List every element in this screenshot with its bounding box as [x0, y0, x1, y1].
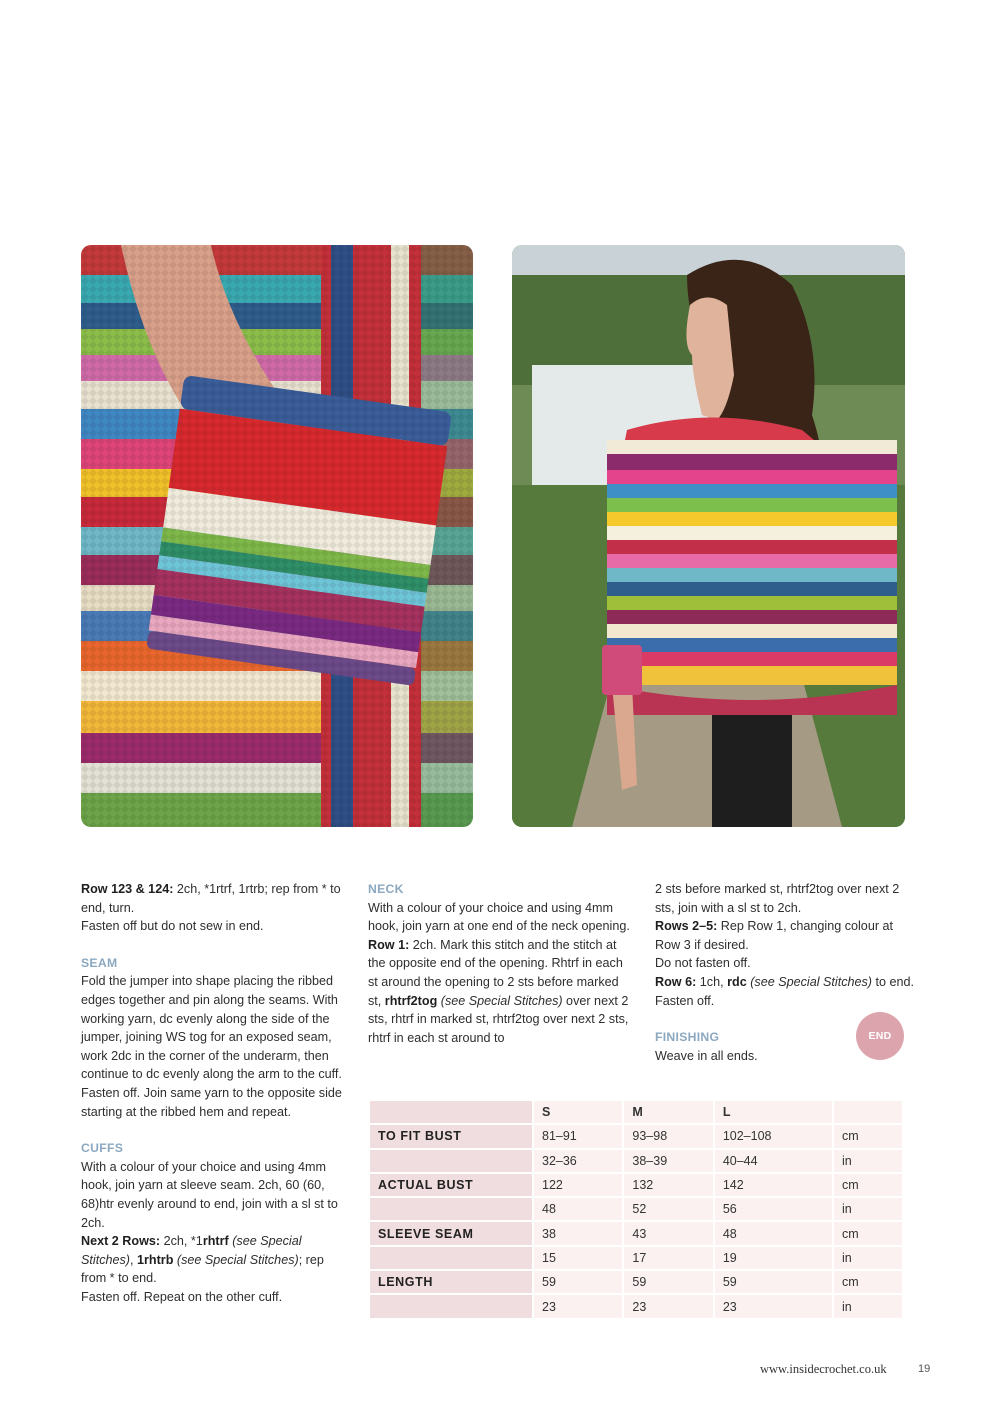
next-2-rows-paragraph: [81, 1232, 343, 1288]
next-2-rows-text-g: ; rep from * to end.: [81, 1252, 324, 1286]
cell-unit: cm: [834, 1271, 902, 1293]
next-2-rows-label: Next 2 Rows:: [81, 1234, 161, 1249]
row-123-text: 2ch, *1rtrf, 1rtrb; rep from * to end, turn.: [81, 882, 341, 915]
row-1-note: (see Special Stitches): [437, 993, 563, 1008]
next-2-rows-rhtrf: rhtrf: [202, 1234, 229, 1249]
next-2-rows-rhtrb: 1rhtrb: [137, 1252, 174, 1267]
neck-text: With a colour of your choice and using 4mm hook, join yarn at one end of the neck opening.: [368, 900, 630, 934]
row-6-label: Row 6:: [655, 974, 697, 989]
seam-heading: SEAM: [81, 955, 118, 970]
row-label: LENGTH: [370, 1271, 532, 1293]
cell-s: 48: [534, 1198, 622, 1220]
fasten-off-1: Fasten off but do not sew in end.: [81, 919, 264, 934]
row-label: ACTUAL BUST: [370, 1174, 532, 1196]
cell-l: 56: [715, 1198, 832, 1220]
row-6-rdc: rdc: [727, 974, 747, 989]
cuffs-text: With a colour of your choice and using 4mm hook, join yarn at sleeve seam. 2ch, 60 (60, 68)htr evenly around to end, join with a sl st to 2ch.: [81, 1159, 338, 1230]
column-1: [81, 880, 343, 1306]
cell-unit: cm: [834, 1222, 902, 1244]
cell-unit: cm: [834, 1125, 902, 1147]
fasten-off-2: Fasten off. Repeat on the other cuff.: [81, 1289, 283, 1304]
unit-header-blank: [834, 1101, 902, 1123]
row-1-continued: 2 sts before marked st, rhtrf2tog over next 2 sts, join with a sl st to 2ch.: [655, 882, 900, 915]
do-not-fasten: Do not fasten off.: [655, 956, 751, 971]
cell-l: 40–44: [715, 1150, 832, 1172]
cell-s: 38: [534, 1222, 622, 1244]
cuffs-heading: CUFFS: [81, 1141, 124, 1156]
row-6-note: (see Special Stitches): [746, 974, 872, 989]
rows-2-5-paragraph: [655, 917, 917, 954]
table-row: [370, 1150, 902, 1172]
table-row: [370, 1125, 902, 1147]
table-row: [370, 1174, 902, 1196]
table-row: [370, 1247, 902, 1269]
table-row: [370, 1295, 902, 1317]
table-header-blank: [370, 1101, 532, 1123]
row-1-label: Row 1:: [368, 937, 410, 952]
rows-2-5-label: Rows 2–5:: [655, 919, 718, 934]
cell-l: 142: [715, 1174, 832, 1196]
row-123-paragraph: [81, 880, 343, 917]
cell-unit: in: [834, 1150, 902, 1172]
cell-s: 15: [534, 1247, 622, 1269]
cell-m: 17: [624, 1247, 712, 1269]
photo-model-back: [512, 245, 905, 827]
cell-unit: in: [834, 1295, 902, 1317]
table-row: [370, 1271, 902, 1293]
end-badge: END: [856, 1012, 904, 1060]
row-label: [370, 1198, 532, 1220]
row-1-text: 2ch. Mark this stitch and the stitch at the opposite end of the opening. Rhtrf in each st around the opening to 2 sts before marked st,: [368, 937, 623, 1008]
cell-unit: in: [834, 1247, 902, 1269]
table-header-row: [370, 1101, 902, 1123]
cell-l: 19: [715, 1247, 832, 1269]
footer-url[interactable]: www.insidecrochet.co.uk: [760, 1362, 887, 1376]
cell-unit: in: [834, 1198, 902, 1220]
finishing-heading: FINISHING: [655, 1030, 720, 1045]
size-l-header: L: [715, 1101, 832, 1123]
row-6-text-d: to end. Fasten off.: [655, 974, 915, 1008]
row-1-tail: over next 2 sts, rhtrf in marked st, rhtrf2tog over next 2 sts, rhtrf in each st around to: [368, 993, 629, 1045]
finishing-text: Weave in all ends.: [655, 1048, 758, 1063]
cell-m: 23: [624, 1295, 712, 1317]
cell-l: 48: [715, 1222, 832, 1244]
row-6-text-a: 1ch,: [696, 974, 728, 989]
cell-s: 122: [534, 1174, 622, 1196]
cell-l: 102–108: [715, 1125, 832, 1147]
cell-s: 23: [534, 1295, 622, 1317]
cell-unit: cm: [834, 1174, 902, 1196]
row-label: [370, 1247, 532, 1269]
seam-text: Fold the jumper into shape placing the ribbed edges together and pin along the seams. With working yarn, dc evenly along the side of the jumper, joining WS tog for an exposed seam, work 2dc in the corner of the underarm, then continue to dc evenly along the arm to the cuff. Fasten off. Join same yarn to the opposite side starting at the ribbed hem and repeat.: [81, 974, 342, 1119]
row-1-rhtrf2tog: rhtrf2tog: [384, 993, 438, 1008]
cell-s: 32–36: [534, 1150, 622, 1172]
photo-sleeve-closeup: [81, 245, 473, 827]
next-2-rows-note-2: (see Special Stitches): [173, 1252, 299, 1267]
cell-m: 132: [624, 1174, 712, 1196]
size-s-header: S: [534, 1101, 622, 1123]
page-number: 19: [918, 1363, 931, 1375]
row-123-label: Row 123 & 124:: [81, 882, 174, 896]
column-2: [368, 880, 630, 1047]
row-1-paragraph: [368, 936, 630, 1048]
cell-m: 38–39: [624, 1150, 712, 1172]
cell-m: 52: [624, 1198, 712, 1220]
row-label: TO FIT BUST: [370, 1125, 532, 1147]
cell-m: 59: [624, 1271, 712, 1293]
cell-m: 43: [624, 1222, 712, 1244]
next-2-rows-sep: ,: [130, 1252, 137, 1267]
cell-s: 81–91: [534, 1125, 622, 1147]
row-6-paragraph: [655, 973, 917, 1010]
cell-l: 23: [715, 1295, 832, 1317]
row-label: [370, 1295, 532, 1317]
rows-2-5-text: Rep Row 1, changing colour at Row 3 if desired.: [655, 919, 894, 952]
row-label: [370, 1150, 532, 1172]
cell-s: 59: [534, 1271, 622, 1293]
cell-l: 59: [715, 1271, 832, 1293]
next-2-rows-note-1: (see Special Stitches): [81, 1234, 302, 1267]
next-2-rows-text-a: 2ch, *1: [160, 1234, 203, 1249]
table-row: [370, 1222, 902, 1244]
size-m-header: M: [624, 1101, 712, 1123]
neck-heading: NECK: [368, 882, 404, 896]
sizes-table: [368, 1099, 904, 1320]
row-label: SLEEVE SEAM: [370, 1222, 532, 1244]
table-row: [370, 1198, 902, 1220]
cell-m: 93–98: [624, 1125, 712, 1147]
